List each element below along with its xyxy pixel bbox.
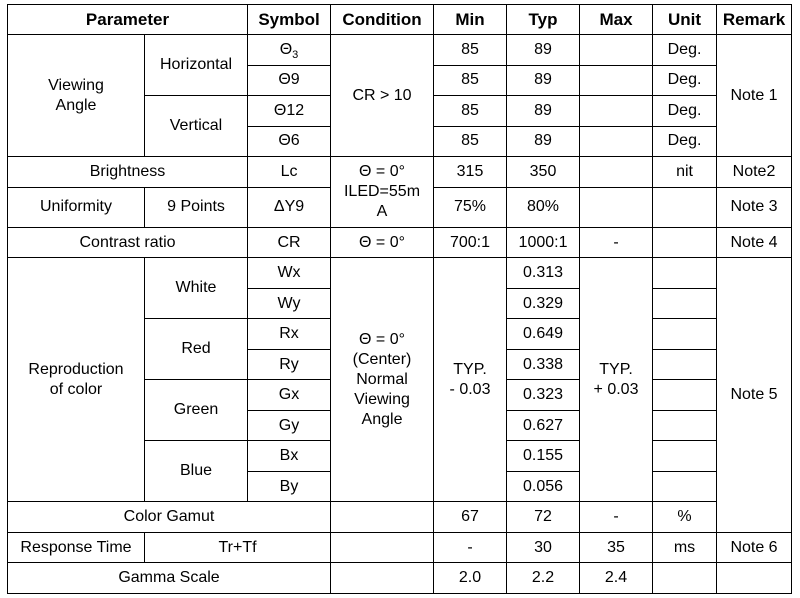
table-row — [8, 227, 792, 258]
header-row — [8, 5, 792, 35]
unit-cell — [653, 441, 717, 472]
min-cell: 85 — [434, 96, 507, 127]
min-cell: 700:1 — [434, 227, 507, 258]
condition-cell: Θ = 0° — [331, 227, 434, 258]
typ-cell: 0.627 — [507, 410, 580, 441]
unit-cell: Deg. — [653, 126, 717, 157]
header-condition: Condition — [331, 5, 434, 35]
typ-cell: 2.2 — [507, 563, 580, 594]
brightness-label: Brightness — [8, 157, 248, 188]
table-row — [8, 258, 792, 289]
typ-cell: 89 — [507, 126, 580, 157]
min-cell: 67 — [434, 502, 507, 533]
unit-cell: ms — [653, 532, 717, 563]
unit-cell — [653, 319, 717, 350]
typ-cell: 0.056 — [507, 471, 580, 502]
symbol-cell: Wx — [248, 258, 331, 289]
brightness-uniformity-condition: Θ = 0° ILED=55m A — [331, 157, 434, 228]
min-cell: 85 — [434, 65, 507, 96]
typ-cell: 89 — [507, 65, 580, 96]
max-cell — [580, 157, 653, 188]
condition-cell — [331, 532, 434, 563]
response-symbol: Tr+Tf — [145, 532, 331, 563]
symbol-cell: Bx — [248, 441, 331, 472]
unit-cell: Deg. — [653, 35, 717, 66]
header-min: Min — [434, 5, 507, 35]
max-cell: 2.4 — [580, 563, 653, 594]
min-cell: 85 — [434, 126, 507, 157]
symbol-cell: Gx — [248, 380, 331, 411]
max-cell — [580, 65, 653, 96]
symbol-cell: Rx — [248, 319, 331, 350]
unit-cell — [653, 471, 717, 502]
viewing-angle-condition: CR > 10 — [331, 35, 434, 157]
unit-cell — [653, 227, 717, 258]
reproduction-remark: Note 5 — [717, 258, 792, 533]
symbol-cell: Θ6 — [248, 126, 331, 157]
min-cell: - — [434, 532, 507, 563]
typ-cell: 72 — [507, 502, 580, 533]
symbol-cell: Gy — [248, 410, 331, 441]
symbol-cell: Θ9 — [248, 65, 331, 96]
unit-cell: % — [653, 502, 717, 533]
symbol-cell: Lc — [248, 157, 331, 188]
uniformity-label: Uniformity — [8, 187, 145, 227]
header-unit: Unit — [653, 5, 717, 35]
min-cell: 315 — [434, 157, 507, 188]
table-row — [8, 157, 792, 188]
typ-cell: 89 — [507, 35, 580, 66]
typ-cell: 1000:1 — [507, 227, 580, 258]
vertical-label: Vertical — [145, 96, 248, 157]
optical-spec-table — [7, 4, 792, 594]
viewing-angle-label: Viewing Angle — [8, 35, 145, 157]
max-cell: - — [580, 227, 653, 258]
header-typ: Typ — [507, 5, 580, 35]
response-label: Response Time — [8, 532, 145, 563]
viewing-angle-remark: Note 1 — [717, 35, 792, 157]
symbol-cell: CR — [248, 227, 331, 258]
reproduction-max: TYP. + 0.03 — [580, 258, 653, 502]
min-cell: 75% — [434, 187, 507, 227]
max-cell — [580, 187, 653, 227]
unit-cell: Deg. — [653, 96, 717, 127]
typ-cell: 0.155 — [507, 441, 580, 472]
remark-cell: Note 4 — [717, 227, 792, 258]
condition-cell — [331, 502, 434, 533]
remark-cell: Note 6 — [717, 532, 792, 563]
typ-cell: 0.313 — [507, 258, 580, 289]
reproduction-label: Reproduction of color — [8, 258, 145, 502]
color-red-label: Red — [145, 319, 248, 380]
reproduction-min: TYP. - 0.03 — [434, 258, 507, 502]
unit-cell — [653, 380, 717, 411]
typ-cell: 89 — [507, 96, 580, 127]
symbol-cell: ΔY9 — [248, 187, 331, 227]
max-cell: 35 — [580, 532, 653, 563]
unit-cell — [653, 187, 717, 227]
gamut-label: Color Gamut — [8, 502, 331, 533]
typ-cell: 80% — [507, 187, 580, 227]
typ-cell: 0.649 — [507, 319, 580, 350]
uniformity-sub-label: 9 Points — [145, 187, 248, 227]
min-cell: 85 — [434, 35, 507, 66]
min-cell: 2.0 — [434, 563, 507, 594]
typ-cell: 0.323 — [507, 380, 580, 411]
typ-cell: 350 — [507, 157, 580, 188]
max-cell — [580, 35, 653, 66]
unit-cell — [653, 563, 717, 594]
unit-cell: nit — [653, 157, 717, 188]
unit-cell — [653, 288, 717, 319]
unit-cell — [653, 258, 717, 289]
header-symbol: Symbol — [248, 5, 331, 35]
reproduction-condition: Θ = 0° (Center) Normal Viewing Angle — [331, 258, 434, 502]
color-blue-label: Blue — [145, 441, 248, 502]
symbol-cell: Θ12 — [248, 96, 331, 127]
remark-cell: Note2 — [717, 157, 792, 188]
typ-cell: 0.338 — [507, 349, 580, 380]
symbol-cell: Wy — [248, 288, 331, 319]
color-green-label: Green — [145, 380, 248, 441]
remark-cell: Note 3 — [717, 187, 792, 227]
symbol-cell: $\Theta_3$ — [248, 35, 331, 66]
table-row — [8, 563, 792, 594]
max-cell — [580, 126, 653, 157]
gamma-label: Gamma Scale — [8, 563, 331, 594]
table-row — [8, 532, 792, 563]
color-white-label: White — [145, 258, 248, 319]
typ-cell: 0.329 — [507, 288, 580, 319]
unit-cell: Deg. — [653, 65, 717, 96]
header-parameter: Parameter — [8, 5, 248, 35]
table-row — [8, 502, 792, 533]
header-remark: Remark — [717, 5, 792, 35]
horizontal-label: Horizontal — [145, 35, 248, 96]
max-cell — [580, 96, 653, 127]
remark-cell — [717, 563, 792, 594]
condition-cell — [331, 563, 434, 594]
max-cell: - — [580, 502, 653, 533]
table-row — [8, 35, 792, 66]
contrast-label: Contrast ratio — [8, 227, 248, 258]
unit-cell — [653, 410, 717, 441]
symbol-cell: By — [248, 471, 331, 502]
symbol-cell: Ry — [248, 349, 331, 380]
unit-cell — [653, 349, 717, 380]
typ-cell: 30 — [507, 532, 580, 563]
header-max: Max — [580, 5, 653, 35]
